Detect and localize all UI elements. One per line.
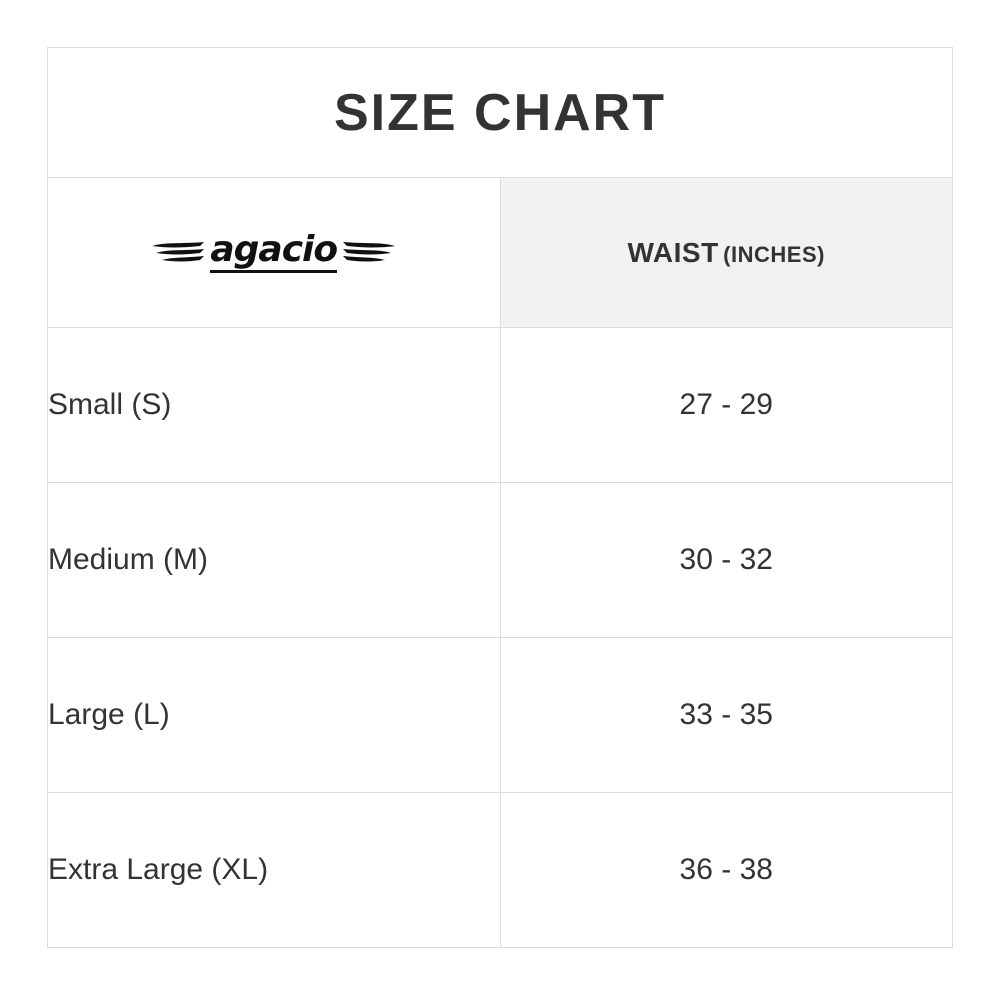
page-title: SIZE CHART bbox=[334, 83, 666, 142]
table-row bbox=[48, 328, 953, 483]
waist-value-medium: 30 - 32 bbox=[500, 483, 953, 638]
waist-header-unit: (INCHES) bbox=[723, 241, 825, 267]
waist-value-large: 33 - 35 bbox=[500, 638, 953, 793]
brand-logo bbox=[48, 229, 500, 273]
waist-value-extra-large: 36 - 38 bbox=[500, 793, 953, 948]
table-row bbox=[48, 483, 953, 638]
brand-name: agacio bbox=[210, 232, 337, 273]
wing-icon-left bbox=[150, 238, 206, 268]
size-label-medium: Medium (M) bbox=[48, 483, 501, 638]
size-label-large: Large (L) bbox=[48, 638, 501, 793]
wing-icon-right bbox=[341, 238, 397, 268]
size-chart-table bbox=[47, 47, 953, 948]
waist-header-label: WAIST bbox=[627, 236, 719, 268]
size-label-extra-large: Extra Large (XL) bbox=[48, 793, 501, 948]
brand-logo-cell bbox=[48, 178, 501, 328]
chart-title-cell bbox=[48, 48, 953, 178]
title-row bbox=[48, 48, 953, 178]
table-header-row bbox=[48, 178, 953, 328]
size-chart-container bbox=[47, 47, 953, 947]
size-label-small: Small (S) bbox=[48, 328, 501, 483]
table-row bbox=[48, 793, 953, 948]
waist-header-cell bbox=[500, 178, 953, 328]
table-row bbox=[48, 638, 953, 793]
waist-value-small: 27 - 29 bbox=[500, 328, 953, 483]
